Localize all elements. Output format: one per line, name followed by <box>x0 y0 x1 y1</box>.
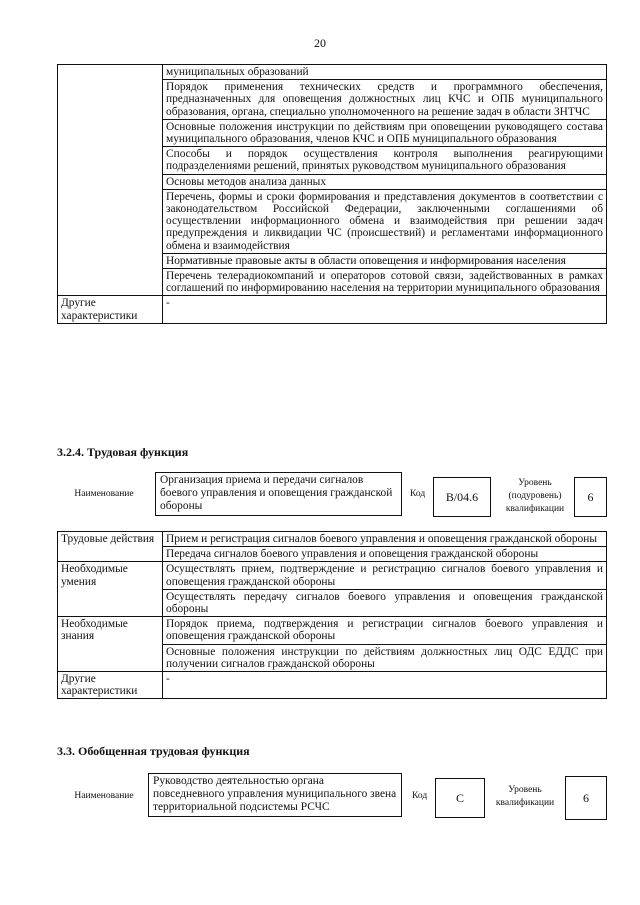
table-row: Перечень, формы и сроки формирования и представления документов в соответствии с законодательством Российской Федерации, заключенными соглашениями об осуществлении информационного обмена и взаимодействия при решении задач предупреждения и ликвидации ЧС (происшествий) и регламентами информационного обмена и взаимодействия <box>163 189 607 253</box>
other-characteristics-value: - <box>163 296 607 323</box>
table-row: Осуществлять передачу сигналов боевого управления и оповещения гражданской обороны <box>163 589 607 616</box>
other-characteristics-value: - <box>163 672 607 699</box>
code-value-box: C <box>435 778 485 818</box>
table-row: Основы методов анализа данных <box>163 174 607 189</box>
level-value-box: 6 <box>565 776 607 820</box>
table-row: Основные положения инструкции по действиям должностных лиц ОДС ЕДДС при получении сигналов гражданской обороны <box>163 644 607 671</box>
function-details-table <box>57 531 607 699</box>
knowledge-table-continued <box>57 64 607 324</box>
level-value-box: 6 <box>574 477 607 517</box>
required-knowledge-label: Необходимые знания <box>58 617 163 672</box>
table-row: муниципальных образований <box>163 65 607 80</box>
section-heading-3-3: 3.3. Обобщенная трудовая функция <box>57 744 250 758</box>
page-number: 20 <box>314 36 326 50</box>
section-heading-3-2-4: 3.2.4. Трудовая функция <box>57 445 189 459</box>
table-row: Порядок применения технических средств и программного обеспечения, предназначенных для оповещения должностных лиц КЧС и ОПБ муниципального образования, органа, специально уполномоченного на решение задач в области ЗНТЧС <box>163 80 607 120</box>
table-row: Передача сигналов боевого управления и оповещения гражданской обороны <box>163 547 607 562</box>
code-label: Код <box>410 489 426 499</box>
required-skills-label: Необходимые умения <box>58 562 163 617</box>
continuation-label-cell <box>58 65 163 296</box>
other-characteristics-label: Другие характеристики <box>58 296 163 323</box>
function-name-box: Организация приема и передачи сигналов боевого управления и оповещения гражданской обороны <box>155 472 402 516</box>
name-label: Наименование <box>74 791 134 801</box>
table-row: Прием и регистрация сигналов боевого управления и оповещения гражданской обороны <box>163 532 607 547</box>
table-row: Нормативные правовые акты в области оповещения и информирования населения <box>163 253 607 268</box>
name-label: Наименование <box>74 489 134 499</box>
generalized-function-name-box: Руководство деятельностью органа повседневного управления муниципального звена территориальной подсистемы РСЧС <box>148 773 402 817</box>
level-label: Уровень квалификации <box>495 785 555 808</box>
code-value-box: B/04.6 <box>433 477 491 517</box>
other-characteristics-label: Другие характеристики <box>58 672 163 699</box>
table-row: Основные положения инструкции по действиям при оповещении руководящего состава муниципального образования, членов КЧС и ОПБ муниципального образования <box>163 119 607 146</box>
labor-actions-label: Трудовые действия <box>58 532 163 562</box>
table-row: Способы и порядок осуществления контроля выполнения реагирующими подразделениями решений, принятых руководством муниципального образования <box>163 147 607 174</box>
code-label: Код <box>412 791 428 801</box>
level-label: Уровень (подуровень) квалификации <box>505 478 565 514</box>
table-row: Порядок приема, подтверждения и регистрации сигналов боевого управления и оповещения гражданской обороны <box>163 617 607 644</box>
table-row: Перечень телерадиокомпаний и операторов сотовой связи, задействованных в рамках соглашений по информированию населения на территории муниципального образования <box>163 269 607 296</box>
table-row: Осуществлять прием, подтверждение и регистрацию сигналов боевого управления и оповещения гражданской обороны <box>163 562 607 589</box>
